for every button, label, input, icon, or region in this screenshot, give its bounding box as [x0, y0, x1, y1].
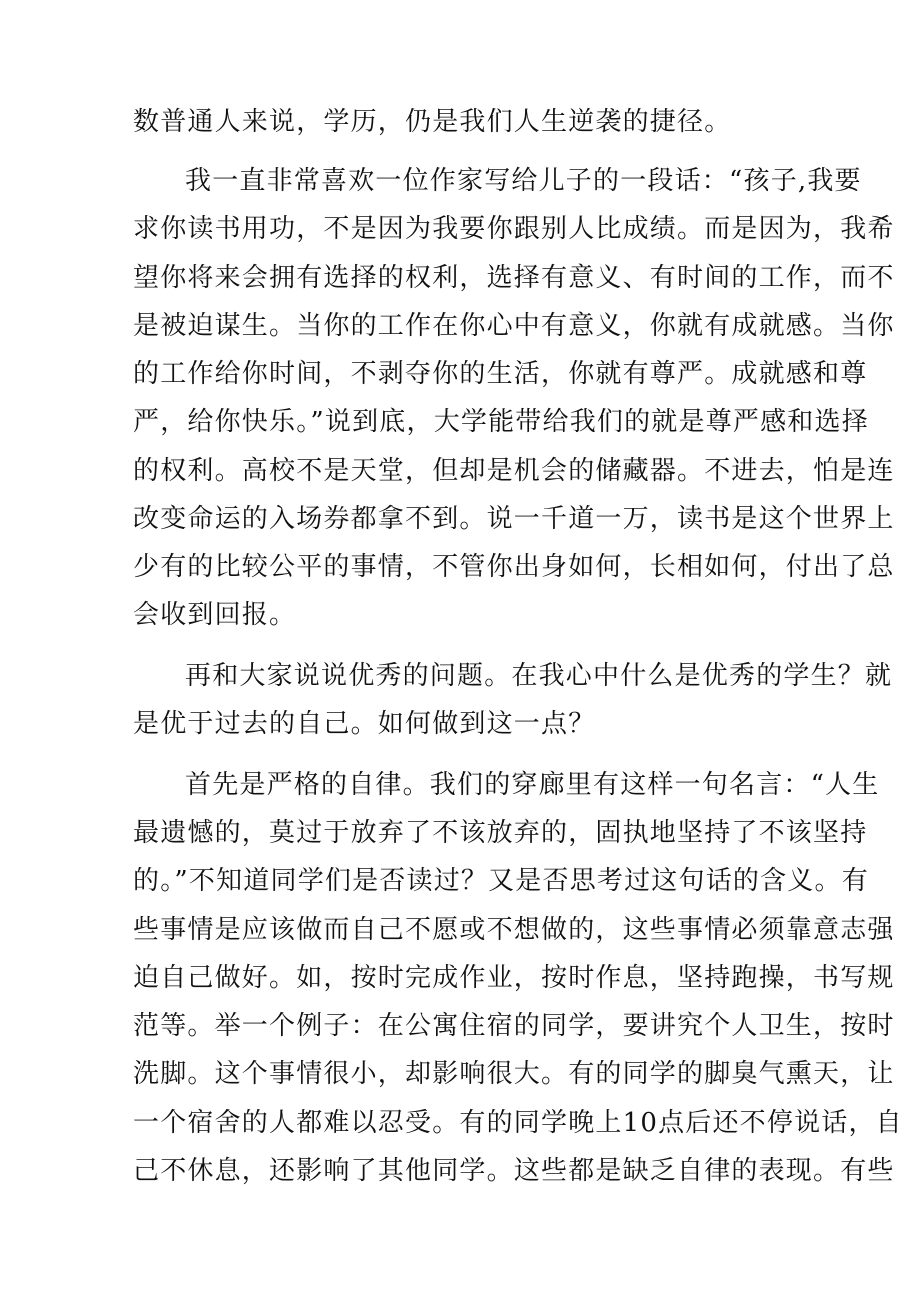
text-line: 改变命运的入场券都拿不到。说一千道一万，读书是这个世界上: [133, 504, 895, 534]
text-line: 的工作给你时间，不剥夺你的生活，你就有尊严。成就感和尊: [133, 359, 868, 389]
text-line: 是被迫谋生。当你的工作在你心中有意义，你就有成就感。当你: [133, 311, 895, 341]
text-line: 望你将来会拥有选择的权利，选择有意义、有时间的工作，而不: [133, 263, 895, 293]
text-line: 严，给你快乐。”说到底，大学能带给我们的就是尊严感和选择: [133, 407, 869, 437]
text-line: 数普通人来说，学历，仍是我们人生逆袭的捷径。: [133, 107, 732, 137]
text-line: 最遗憾的，莫过于放弃了不该放弃的，固执地坚持了不该坚持: [133, 818, 868, 848]
text-line: 己不休息，还影响了其他同学。这些都是缺乏自律的表现。有些: [133, 1156, 895, 1186]
text-line: 求你读书用功，不是因为我要你跟别人比成绩。而是因为，我希: [133, 214, 895, 244]
text-line: 会收到回报。: [133, 600, 297, 630]
text-line: 再和大家说说优秀的问题。在我心中什么是优秀的学生？就: [185, 661, 893, 691]
text-line: 范等。举一个例子：在公寓住宿的同学，要讲究个人卫生，按时: [133, 1011, 895, 1041]
text-line: 是优于过去的自己。如何做到这一点？: [133, 709, 596, 739]
text-line: 的权利。高校不是天堂，但却是机会的储藏器。不进去，怕是连: [133, 456, 895, 486]
text-line: 洗脚。这个事情很小，却影响很大。有的同学的脚臭气熏天，让: [133, 1059, 895, 1089]
text-line: 少有的比较公平的事情，不管你出身如何，长相如何，付出了总: [133, 552, 895, 582]
text-line: 一个宿舍的人都难以忍受。有的同学晚上10点后还不停说话，自: [133, 1108, 903, 1138]
text-line: 些事情是应该做而自己不愿或不想做的，这些事情必须靠意志强: [133, 915, 895, 945]
text-line: 首先是严格的自律。我们的穿廊里有这样一句名言：“人生: [185, 770, 880, 800]
text-line: 我一直非常喜欢一位作家写给儿子的一段话：“孩子,我要: [185, 166, 862, 196]
text-line: 的。”不知道同学们是否读过？又是否思考过这句话的含义。有: [133, 866, 869, 896]
text-line: 迫自己做好。如，按时完成作业，按时作息，坚持跑操，书写规: [133, 963, 895, 993]
